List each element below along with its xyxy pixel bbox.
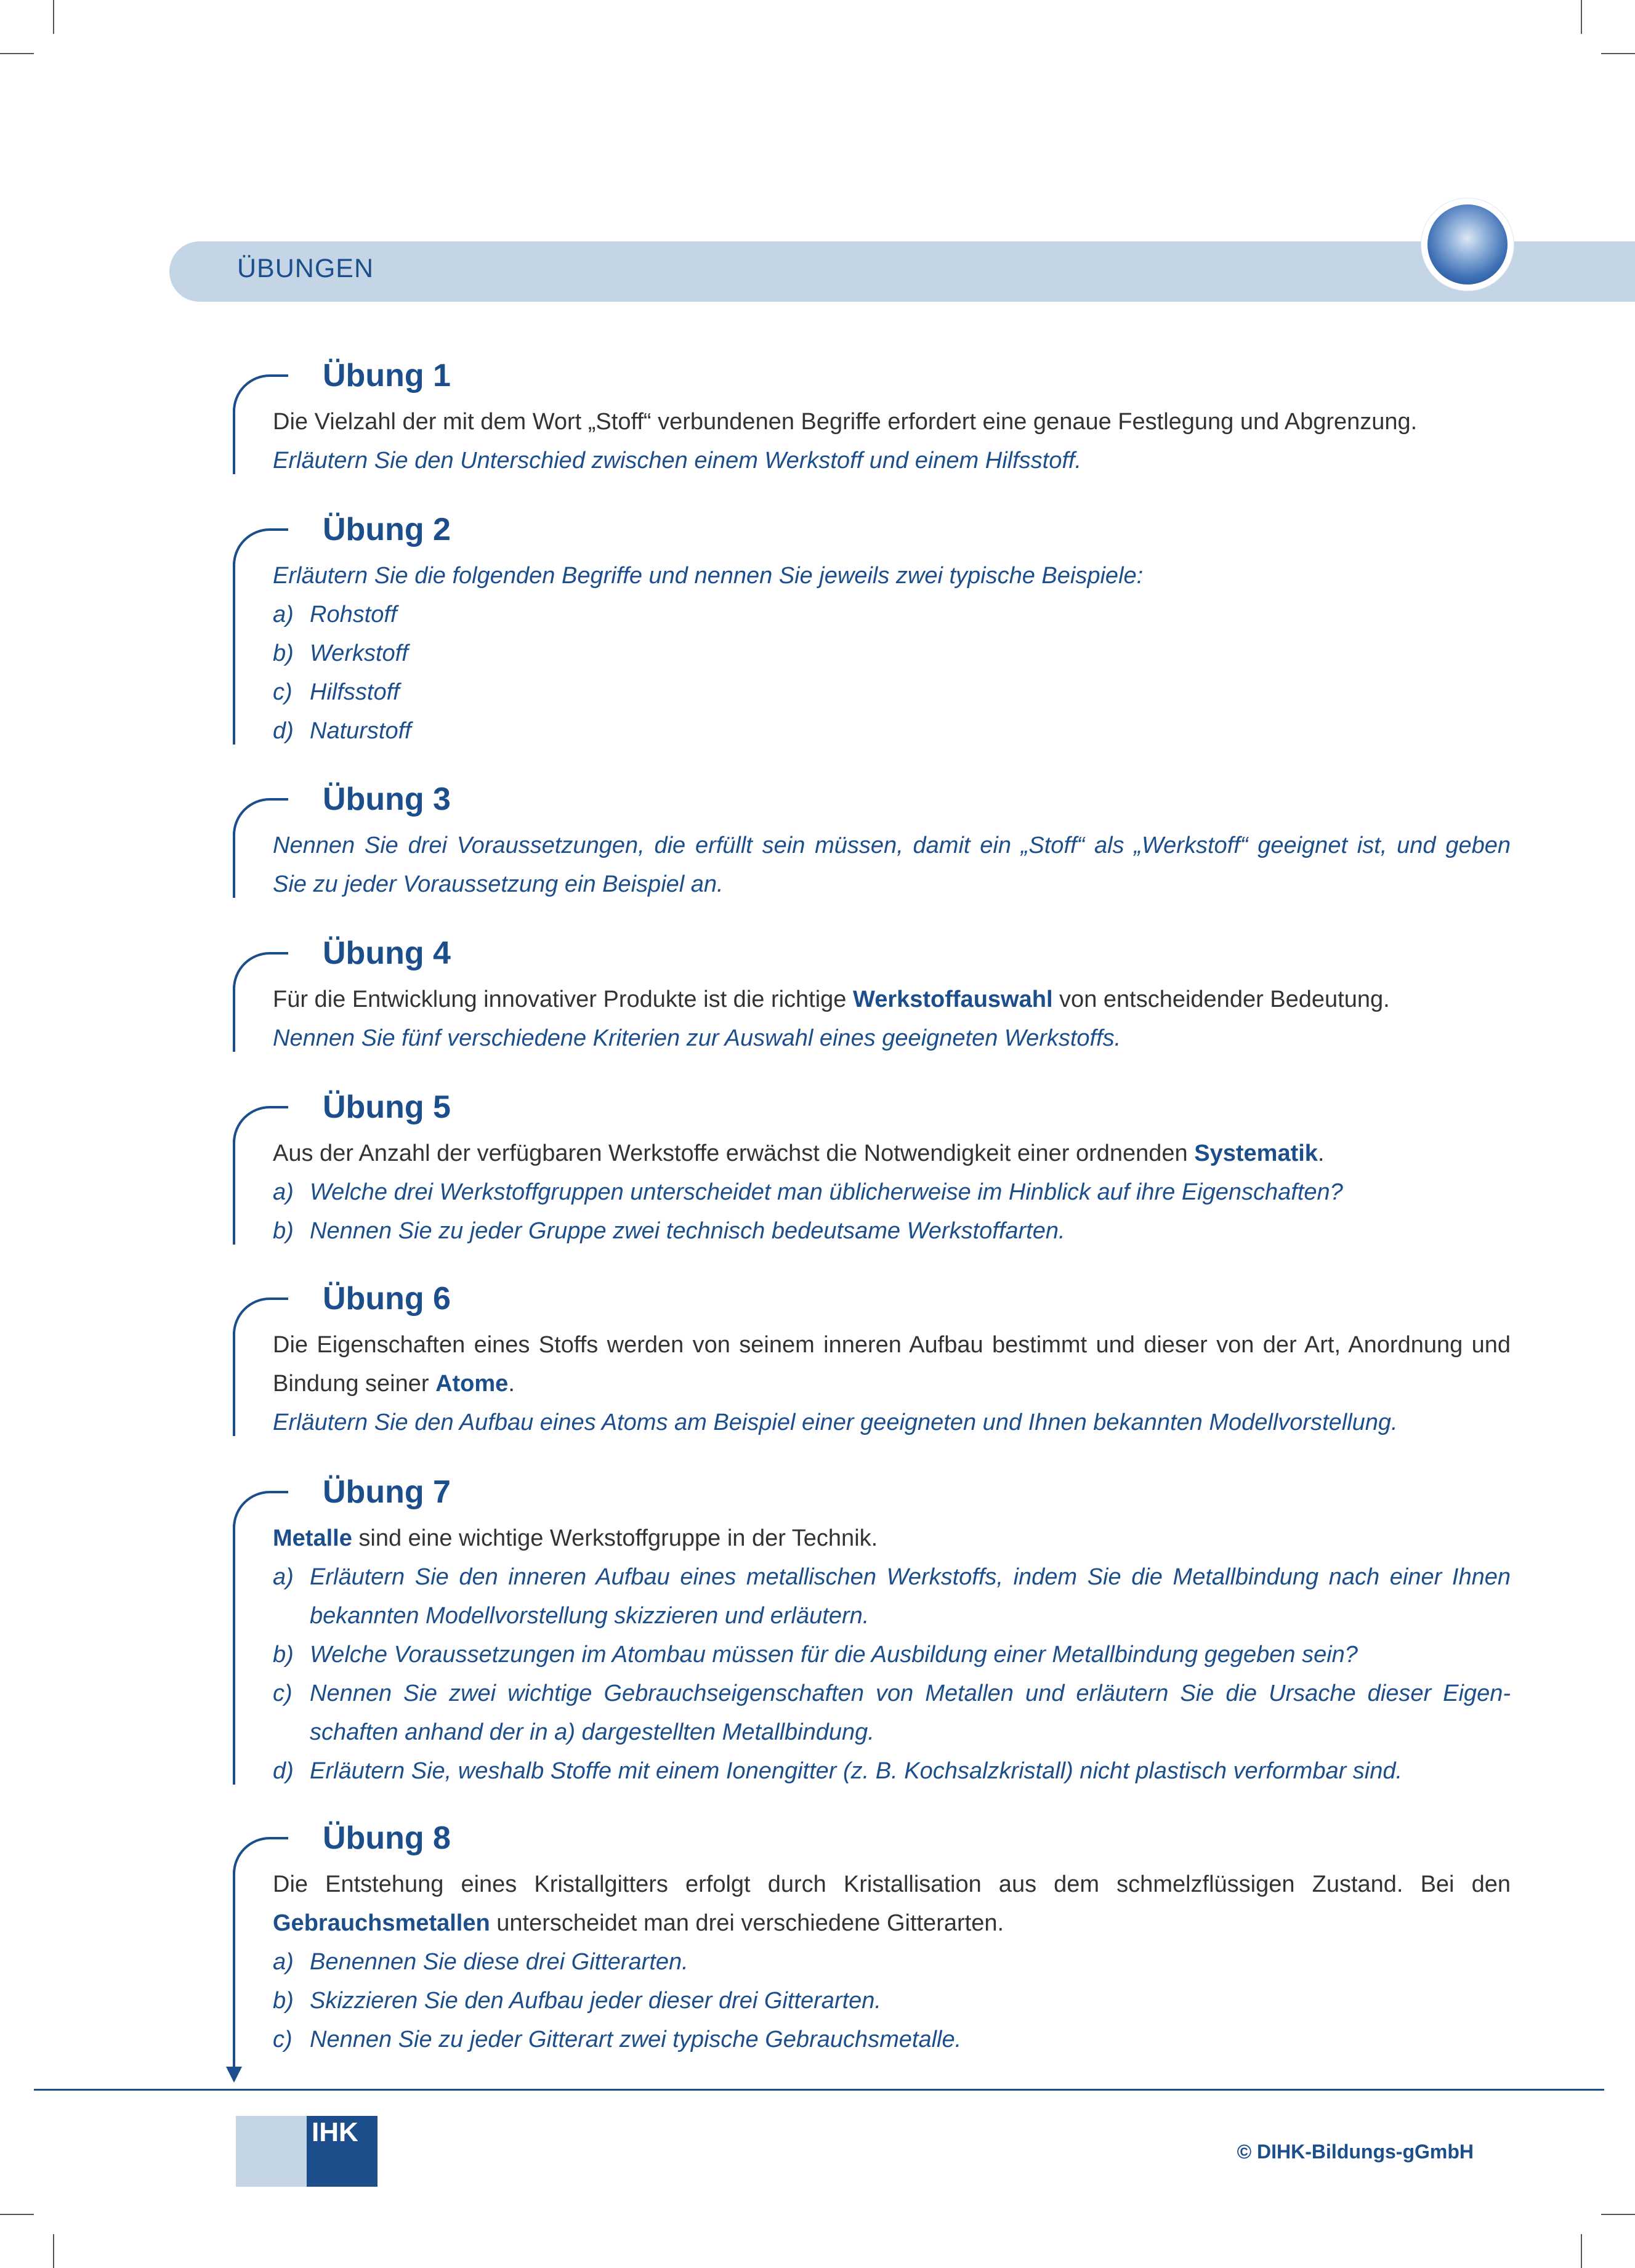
- text-line: [273, 1326, 1511, 1365]
- text-segment: Erläutern Sie, weshalb Stoffe mit einem Ionengitter (z. B. Kochsalzkristall) nicht plastisch verformbar sind.: [310, 1758, 1403, 1784]
- text-segment: schaften anhand der in a) dargestellten Metallbindung.: [310, 1719, 874, 1745]
- task-line: [273, 1597, 1511, 1636]
- task-item: [273, 1982, 1511, 2020]
- text-segment: sind eine wichtige Werkstoffgruppe in der Technik.: [352, 1525, 878, 1551]
- exercise-body: [273, 1134, 1511, 1251]
- text-segment: Skizzieren Sie den Aufbau jeder dieser drei Gitterarten.: [310, 1988, 881, 2014]
- exercise-body: [273, 980, 1511, 1058]
- item-label: b): [273, 640, 294, 666]
- crop-mark: [0, 2214, 34, 2215]
- exercise-bracket-line: [233, 562, 235, 745]
- exercise-title: Übung 3: [323, 781, 451, 817]
- text-segment: .: [1317, 1140, 1325, 1166]
- text-segment: Nennen Sie drei Voraussetzungen, die erfüllt sein müssen, damit ein „Stoff“ als „Werkstoff“ geeignet ist, und geben: [273, 833, 1511, 858]
- exercise-title: Übung 4: [323, 935, 451, 971]
- keyword: Atome: [435, 1371, 509, 1397]
- text-segment: Werkstoff: [310, 640, 408, 666]
- exercise-bracket-line: [233, 986, 235, 1052]
- exercise-title: Übung 1: [323, 358, 451, 393]
- text-segment: Die Eigenschaften eines Stoffs werden von seinem inneren Aufbau bestimmt und dieser von der Art, Anordnung und: [273, 1332, 1511, 1358]
- crop-mark: [1601, 2214, 1635, 2215]
- keyword: Systematik: [1194, 1140, 1318, 1166]
- task-line: [273, 826, 1511, 865]
- text-segment: Rohstoff: [310, 602, 397, 628]
- text-segment: Aus der Anzahl der verfügbaren Werkstoffe erwächst die Notwendigkeit einer ordnenden: [273, 1140, 1195, 1166]
- task-item: [273, 673, 1511, 712]
- text-segment: Naturstoff: [310, 718, 411, 744]
- text-segment: unterscheidet man drei verschiedene Gitterarten.: [490, 1910, 1004, 1936]
- text-segment: Die Vielzahl der mit dem Wort „Stoff“ verbundenen Begriffe erfordert eine genaue Festlegung und Abgrenzung.: [273, 409, 1418, 435]
- task-line: [273, 1019, 1511, 1058]
- task-item: [273, 595, 1511, 634]
- exercise-bracket-line: [233, 1331, 235, 1436]
- text-line: [273, 980, 1511, 1019]
- text-segment: Erläutern Sie die folgenden Begriffe und nennen Sie jeweils zwei typische Beispiele:: [273, 563, 1144, 589]
- keyword: Gebrauchsmetallen: [273, 1910, 490, 1936]
- item-label: b): [273, 1218, 294, 1244]
- text-segment: Benennen Sie diese drei Gitterarten.: [310, 1949, 688, 1975]
- section-title: ÜBUNGEN: [237, 254, 374, 283]
- decorative-orb-icon: [1421, 198, 1514, 291]
- text-segment: Welche drei Werkstoffgruppen unterscheidet man üblicherweise im Hinblick auf ihre Eigenschaften?: [310, 1179, 1343, 1205]
- text-segment: Nennen Sie fünf verschiedene Kriterien zur Auswahl eines geeigneten Werkstoffs.: [273, 1025, 1121, 1051]
- task-item: [273, 1943, 1511, 1982]
- item-label: b): [273, 1642, 294, 1668]
- text-segment: Nennen Sie zu jeder Gruppe zwei technisch bedeutsame Werkstoffarten.: [310, 1218, 1065, 1244]
- arrow-down-icon: [226, 2067, 242, 2083]
- exercise-body: [273, 1326, 1511, 1442]
- text-segment: von entscheidender Bedeutung.: [1052, 987, 1390, 1012]
- item-label: d): [273, 718, 294, 744]
- exercise-title: Übung 2: [323, 512, 451, 547]
- footer-divider: [34, 2089, 1604, 2091]
- task-line: [273, 865, 1511, 904]
- text-segment: Sie zu jeder Voraussetzung ein Beispiel an.: [273, 871, 724, 897]
- exercise-body: [273, 1519, 1511, 1791]
- text-line: [273, 1365, 1511, 1403]
- exercise-body: [273, 826, 1511, 904]
- crop-mark: [53, 2234, 54, 2268]
- text-segment: Erläutern Sie den inneren Aufbau eines metallischen Werkstoffs, indem Sie die Metallbindung nach einer Ihnen: [310, 1564, 1511, 1590]
- exercise-body: [273, 403, 1511, 480]
- text-line: [273, 1904, 1511, 1943]
- item-label: a): [273, 1949, 294, 1975]
- text-line: [273, 1519, 1511, 1558]
- task-item: [273, 2020, 1511, 2059]
- ihk-logo: [236, 2116, 377, 2187]
- text-line: [273, 1134, 1511, 1173]
- crop-mark: [53, 0, 54, 34]
- task-item: [273, 634, 1511, 673]
- item-label: d): [273, 1758, 294, 1784]
- text-segment: Erläutern Sie den Unterschied zwischen einem Werkstoff und einem Hilfsstoff.: [273, 448, 1082, 474]
- task-item: [273, 1173, 1511, 1212]
- task-item: [273, 1674, 1511, 1713]
- exercise-body: [273, 1865, 1511, 2059]
- item-label: c): [273, 679, 293, 705]
- item-label: a): [273, 1179, 294, 1205]
- exercise-bracket-line: [233, 1525, 235, 1785]
- text-segment: bekannten Modellvorstellung skizzieren und erläutern.: [310, 1603, 870, 1629]
- task-item: [273, 1752, 1511, 1791]
- exercise-title: Übung 8: [323, 1820, 451, 1856]
- task-item: [273, 1558, 1511, 1597]
- exercise-title: Übung 7: [323, 1474, 451, 1510]
- text-segment: Für die Entwicklung innovativer Produkte ist die richtige: [273, 987, 854, 1012]
- exercise-body: [273, 557, 1511, 751]
- text-segment: Bindung seiner: [273, 1371, 436, 1397]
- keyword: Metalle: [273, 1525, 352, 1551]
- item-label: a): [273, 602, 294, 628]
- text-segment: Erläutern Sie den Aufbau eines Atoms am Beispiel einer geeigneten und Ihnen bekannten Modellvorstellung.: [273, 1410, 1398, 1435]
- crop-mark: [1601, 53, 1635, 54]
- exercise-bracket-line: [233, 1871, 235, 2067]
- section-header-band: [169, 241, 1635, 302]
- item-label: b): [273, 1988, 294, 2014]
- text-segment: Nennen Sie zwei wichtige Gebrauchseigenschaften von Metallen und erläutern Sie die Ursache dieser Eigen-: [310, 1681, 1511, 1706]
- task-line: [273, 1403, 1511, 1442]
- logo-text: IHK: [312, 2117, 358, 2147]
- text-segment: Welche Voraussetzungen im Atombau müssen für die Ausbildung einer Metallbindung gegeben sein?: [310, 1642, 1358, 1668]
- item-label: a): [273, 1564, 294, 1590]
- item-label: c): [273, 2027, 293, 2052]
- crop-mark: [0, 53, 34, 54]
- crop-mark: [1581, 2234, 1582, 2268]
- text-segment: Nennen Sie zu jeder Gitterart zwei typische Gebrauchsmetalle.: [310, 2027, 962, 2052]
- task-line: [273, 1713, 1511, 1752]
- task-item: [273, 1636, 1511, 1674]
- text-line: [273, 403, 1511, 442]
- exercise-bracket-line: [233, 832, 235, 898]
- task-item: [273, 712, 1511, 751]
- task-line: [273, 442, 1511, 480]
- copyright-notice: © DIHK-Bildungs-gGmbH: [1237, 2141, 1474, 2163]
- exercise-title: Übung 5: [323, 1089, 451, 1125]
- text-line: [273, 1865, 1511, 1904]
- task-line: [273, 557, 1511, 595]
- text-segment: .: [508, 1371, 515, 1397]
- exercise-bracket-line: [233, 1140, 235, 1245]
- exercise-title: Übung 6: [323, 1281, 451, 1317]
- crop-mark: [1581, 0, 1582, 34]
- text-segment: Die Entstehung eines Kristallgitters erfolgt durch Kristallisation aus dem schmelzflüssigen Zustand. Bei den: [273, 1871, 1511, 1897]
- exercise-bracket-line: [233, 408, 235, 474]
- text-segment: Hilfsstoff: [310, 679, 400, 705]
- item-label: c): [273, 1681, 293, 1706]
- keyword: Werkstoffauswahl: [853, 987, 1053, 1012]
- task-item: [273, 1212, 1511, 1251]
